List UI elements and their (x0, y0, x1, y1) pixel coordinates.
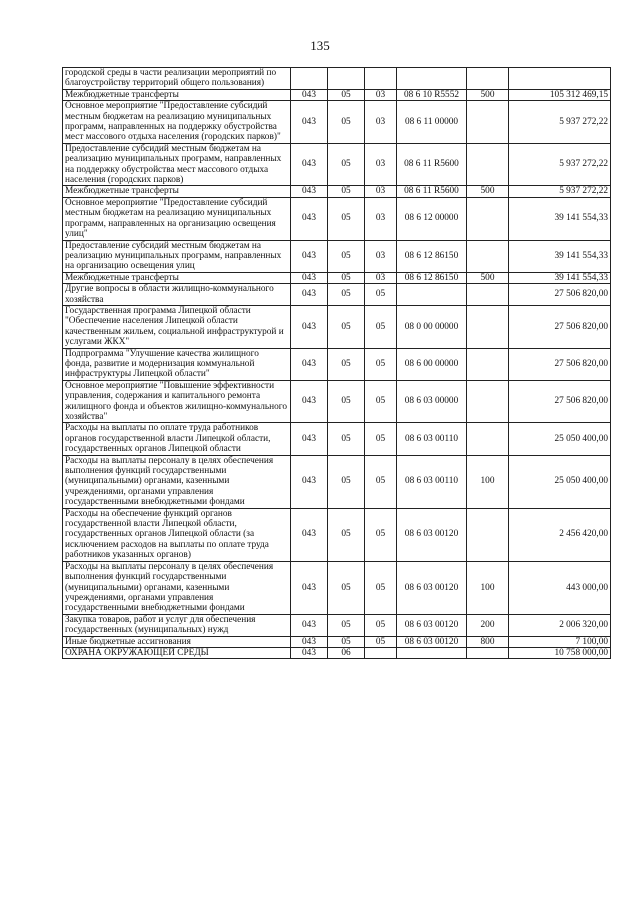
budget-table (62, 67, 611, 659)
expense-type-cell (467, 348, 509, 380)
expense-name-cell: ОХРАНА ОКРУЖАЮЩЕЙ СРЕДЫ (63, 647, 291, 658)
amount-cell: 7 100,00 (509, 636, 611, 647)
subsection-code-cell: 05 (365, 305, 397, 348)
expense-type-cell (467, 508, 509, 561)
ministry-code-cell: 043 (291, 508, 328, 561)
subsection-code-cell: 05 (365, 455, 397, 508)
amount-cell: 443 000,00 (509, 561, 611, 614)
target-article-cell: 08 6 03 00110 (397, 455, 467, 508)
expense-name-cell: Межбюджетные трансферты (63, 272, 291, 283)
expense-name-cell: Основное мероприятие "Предоставление субсидий местным бюджетам на реализацию муниципальных программ, направленных на организацию освещения улиц" (63, 197, 291, 240)
expense-type-cell: 500 (467, 186, 509, 197)
page-number: 135 (310, 38, 330, 53)
expense-name-cell: Расходы на выплаты по оплате труда работников органов государственной власти Липецкой области, государственных органов Липецкой области (63, 423, 291, 455)
expense-name-cell: Иные бюджетные ассигнования (63, 636, 291, 647)
target-article-cell (397, 284, 467, 306)
expense-type-cell: 800 (467, 636, 509, 647)
amount-cell: 39 141 554,33 (509, 197, 611, 240)
ministry-code-cell: 043 (291, 101, 328, 144)
table-row (63, 101, 611, 144)
section-code-cell: 05 (328, 508, 365, 561)
subsection-code-cell: 03 (365, 240, 397, 272)
amount-cell (509, 68, 611, 90)
table-row (63, 68, 611, 90)
table-row (63, 186, 611, 197)
ministry-code-cell: 043 (291, 143, 328, 186)
target-article-cell (397, 647, 467, 658)
table-row (63, 455, 611, 508)
target-article-cell: 08 0 00 00000 (397, 305, 467, 348)
section-code-cell: 05 (328, 284, 365, 306)
amount-cell: 27 506 820,00 (509, 305, 611, 348)
amount-cell: 39 141 554,33 (509, 240, 611, 272)
section-code-cell: 06 (328, 647, 365, 658)
table-row (63, 636, 611, 647)
expense-name-cell: Расходы на обеспечение функций органов государственной власти Липецкой области, государственных органов Липецкой области (за исключением расходов на выплаты по оплате труда работников указанных органов) (63, 508, 291, 561)
subsection-code-cell: 05 (365, 380, 397, 423)
amount-cell: 2 006 320,00 (509, 614, 611, 636)
amount-cell: 5 937 272,22 (509, 143, 611, 186)
expense-name-cell: Основное мероприятие "Повышение эффективности управления, содержания и капитального ремонта жилищного фонда и объектов жилищно-коммунального хозяйства" (63, 380, 291, 423)
ministry-code-cell (291, 68, 328, 90)
section-code-cell: 05 (328, 614, 365, 636)
target-article-cell: 08 6 03 00120 (397, 614, 467, 636)
ministry-code-cell: 043 (291, 423, 328, 455)
target-article-cell: 08 6 12 00000 (397, 197, 467, 240)
expense-name-cell: Межбюджетные трансферты (63, 89, 291, 100)
table-row (63, 508, 611, 561)
ministry-code-cell: 043 (291, 561, 328, 614)
target-article-cell: 08 6 11 00000 (397, 101, 467, 144)
section-code-cell: 05 (328, 143, 365, 186)
section-code-cell: 05 (328, 305, 365, 348)
table-row (63, 197, 611, 240)
expense-type-cell (467, 380, 509, 423)
ministry-code-cell: 043 (291, 348, 328, 380)
target-article-cell: 08 6 03 00120 (397, 508, 467, 561)
subsection-code-cell: 05 (365, 508, 397, 561)
amount-cell: 10 758 000,00 (509, 647, 611, 658)
subsection-code-cell: 03 (365, 143, 397, 186)
expense-name-cell: Расходы на выплаты персоналу в целях обеспечения выполнения функций государственными (муниципальными) органами, казенными учреждениями, органами управления государственными внебюджетными фондами (63, 561, 291, 614)
target-article-cell (397, 68, 467, 90)
section-code-cell (328, 68, 365, 90)
expense-type-cell (467, 240, 509, 272)
target-article-cell: 08 6 00 00000 (397, 348, 467, 380)
section-code-cell: 05 (328, 455, 365, 508)
subsection-code-cell: 05 (365, 614, 397, 636)
subsection-code-cell: 03 (365, 272, 397, 283)
table-row (63, 305, 611, 348)
table-row (63, 380, 611, 423)
expense-type-cell (467, 101, 509, 144)
subsection-code-cell: 03 (365, 101, 397, 144)
expense-name-cell: Предоставление субсидий местным бюджетам на реализацию муниципальных программ, направленных на поддержку обустройства мест массового отдыха населения (городских парков) (63, 143, 291, 186)
table-row (63, 614, 611, 636)
ministry-code-cell: 043 (291, 89, 328, 100)
subsection-code-cell: 05 (365, 423, 397, 455)
ministry-code-cell: 043 (291, 647, 328, 658)
section-code-cell: 05 (328, 561, 365, 614)
amount-cell: 5 937 272,22 (509, 186, 611, 197)
amount-cell: 2 456 420,00 (509, 508, 611, 561)
target-article-cell: 08 6 03 00000 (397, 380, 467, 423)
table-row (63, 423, 611, 455)
target-article-cell: 08 6 11 R5600 (397, 143, 467, 186)
section-code-cell: 05 (328, 380, 365, 423)
expense-type-cell (467, 305, 509, 348)
target-article-cell: 08 6 03 00110 (397, 423, 467, 455)
target-article-cell: 08 6 03 00120 (397, 636, 467, 647)
subsection-code-cell: 03 (365, 197, 397, 240)
amount-cell: 5 937 272,22 (509, 101, 611, 144)
table-row (63, 647, 611, 658)
ministry-code-cell: 043 (291, 380, 328, 423)
expense-name-cell: городской среды в части реализации мероприятий по благоустройству территорий общего пользования) (63, 68, 291, 90)
expense-name-cell: Основное мероприятие "Предоставление субсидий местным бюджетам на реализацию муниципальных программ, направленных на поддержку обустройства мест массового отдыха населения (городских парков)" (63, 101, 291, 144)
expense-type-cell: 500 (467, 89, 509, 100)
section-code-cell: 05 (328, 197, 365, 240)
expense-type-cell: 100 (467, 561, 509, 614)
table-row (63, 89, 611, 100)
ministry-code-cell: 043 (291, 636, 328, 647)
amount-cell: 105 312 469,15 (509, 89, 611, 100)
ministry-code-cell: 043 (291, 186, 328, 197)
expense-type-cell (467, 647, 509, 658)
expense-name-cell: Межбюджетные трансферты (63, 186, 291, 197)
expense-type-cell (467, 284, 509, 306)
target-article-cell: 08 6 03 00120 (397, 561, 467, 614)
section-code-cell: 05 (328, 423, 365, 455)
expense-type-cell (467, 423, 509, 455)
expense-type-cell: 500 (467, 272, 509, 283)
subsection-code-cell (365, 68, 397, 90)
subsection-code-cell: 05 (365, 284, 397, 306)
amount-cell: 27 506 820,00 (509, 380, 611, 423)
amount-cell: 27 506 820,00 (509, 348, 611, 380)
ministry-code-cell: 043 (291, 305, 328, 348)
expense-name-cell: Государственная программа Липецкой области "Обеспечение населения Липецкой области качественным жильем, социальной инфраструктурой и услугами ЖКХ" (63, 305, 291, 348)
section-code-cell: 05 (328, 240, 365, 272)
amount-cell: 25 050 400,00 (509, 455, 611, 508)
ministry-code-cell: 043 (291, 614, 328, 636)
ministry-code-cell: 043 (291, 284, 328, 306)
expense-name-cell: Закупка товаров, работ и услуг для обеспечения государственных (муниципальных) нужд (63, 614, 291, 636)
subsection-code-cell: 03 (365, 186, 397, 197)
subsection-code-cell (365, 647, 397, 658)
target-article-cell: 08 6 11 R5600 (397, 186, 467, 197)
section-code-cell: 05 (328, 636, 365, 647)
expense-type-cell: 200 (467, 614, 509, 636)
subsection-code-cell: 05 (365, 561, 397, 614)
expense-name-cell: Предоставление субсидий местным бюджетам на реализацию муниципальных программ, направленных на организацию освещения улиц (63, 240, 291, 272)
section-code-cell: 05 (328, 272, 365, 283)
table-row (63, 240, 611, 272)
expense-type-cell (467, 143, 509, 186)
ministry-code-cell: 043 (291, 455, 328, 508)
subsection-code-cell: 03 (365, 89, 397, 100)
amount-cell: 25 050 400,00 (509, 423, 611, 455)
table-row (63, 348, 611, 380)
target-article-cell: 08 6 12 86150 (397, 272, 467, 283)
table-row (63, 561, 611, 614)
table-row (63, 143, 611, 186)
budget-table-body (63, 68, 611, 659)
amount-cell: 27 506 820,00 (509, 284, 611, 306)
subsection-code-cell: 05 (365, 348, 397, 380)
section-code-cell: 05 (328, 348, 365, 380)
expense-type-cell (467, 197, 509, 240)
expense-type-cell: 100 (467, 455, 509, 508)
ministry-code-cell: 043 (291, 197, 328, 240)
expense-name-cell: Расходы на выплаты персоналу в целях обеспечения выполнения функций государственными (муниципальными) органами, казенными учреждениями, органами управления государственными внебюджетными фондами (63, 455, 291, 508)
ministry-code-cell: 043 (291, 240, 328, 272)
expense-name-cell: Другие вопросы в области жилищно-коммунального хозяйства (63, 284, 291, 306)
expense-type-cell (467, 68, 509, 90)
section-code-cell: 05 (328, 186, 365, 197)
section-code-cell: 05 (328, 101, 365, 144)
subsection-code-cell: 05 (365, 636, 397, 647)
expense-name-cell: Подпрограмма "Улучшение качества жилищного фонда, развитие и модернизация коммунальной инфраструктуры Липецкой области" (63, 348, 291, 380)
ministry-code-cell: 043 (291, 272, 328, 283)
target-article-cell: 08 6 12 86150 (397, 240, 467, 272)
amount-cell: 39 141 554,33 (509, 272, 611, 283)
section-code-cell: 05 (328, 89, 365, 100)
target-article-cell: 08 6 10 R5552 (397, 89, 467, 100)
table-row (63, 272, 611, 283)
table-row (63, 284, 611, 306)
